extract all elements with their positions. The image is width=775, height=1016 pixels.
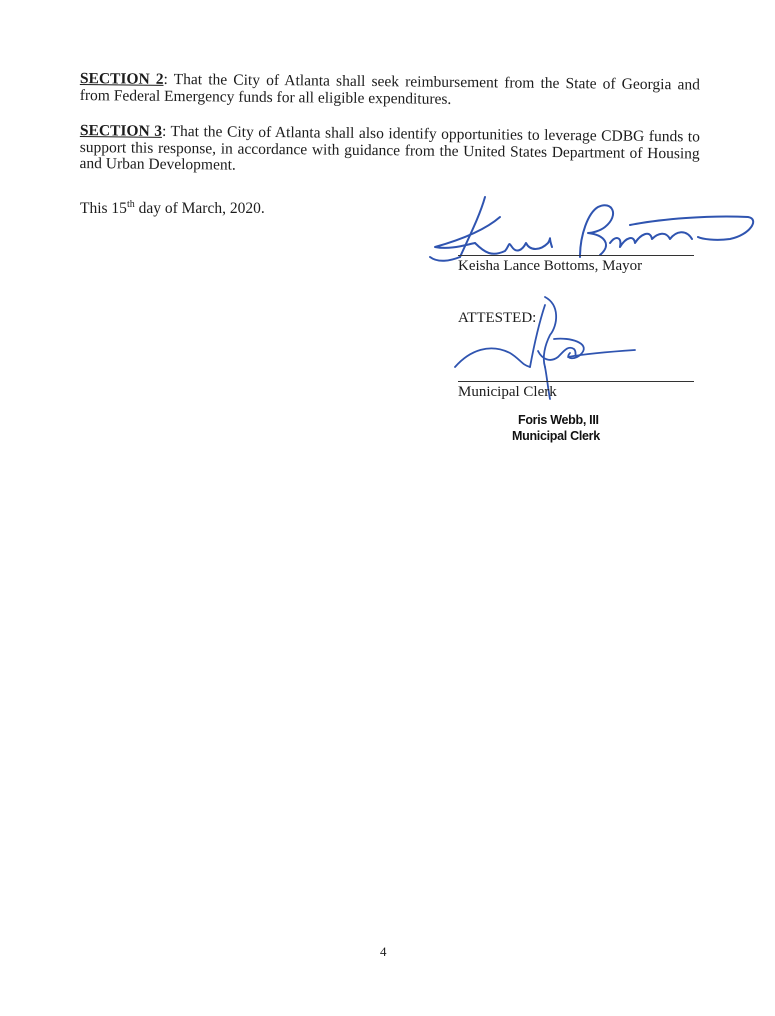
mayor-name: Keisha Lance Bottoms, Mayor	[458, 258, 643, 274]
section-2-text: : That the City of Atlanta shall seek reimbursement from the State of Georgia and from Federal Emergency funds for all eligible expenditures.	[79, 70, 700, 108]
signature-block	[430, 195, 760, 455]
dateline-ordinal: th	[126, 199, 135, 210]
dateline-suffix: day of March, 2020.	[134, 200, 265, 218]
section-2-paragraph	[80, 71, 700, 110]
clerk-stamp-title: Municipal Clerk	[512, 429, 600, 443]
attested-label: ATTESTED:	[458, 310, 537, 326]
section-3-text: : That the City of Atlanta shall also identify opportunities to leverage CDBG funds to support this response, in accordance with guidance from the United States Department of Housing and Urban Development.	[79, 122, 700, 174]
mayor-signature-line	[458, 255, 694, 256]
dateline	[80, 199, 265, 218]
clerk-stamp-name: Foris Webb, III	[518, 413, 599, 427]
section-3-label: SECTION 3	[79, 122, 163, 140]
clerk-signature-line	[458, 381, 694, 382]
clerk-title-line: Municipal Clerk	[458, 384, 557, 400]
page-number: 4	[380, 944, 387, 959]
section-2-label: SECTION 2	[79, 70, 164, 88]
dateline-prefix: This 15	[80, 200, 127, 218]
section-3-paragraph	[79, 123, 699, 179]
